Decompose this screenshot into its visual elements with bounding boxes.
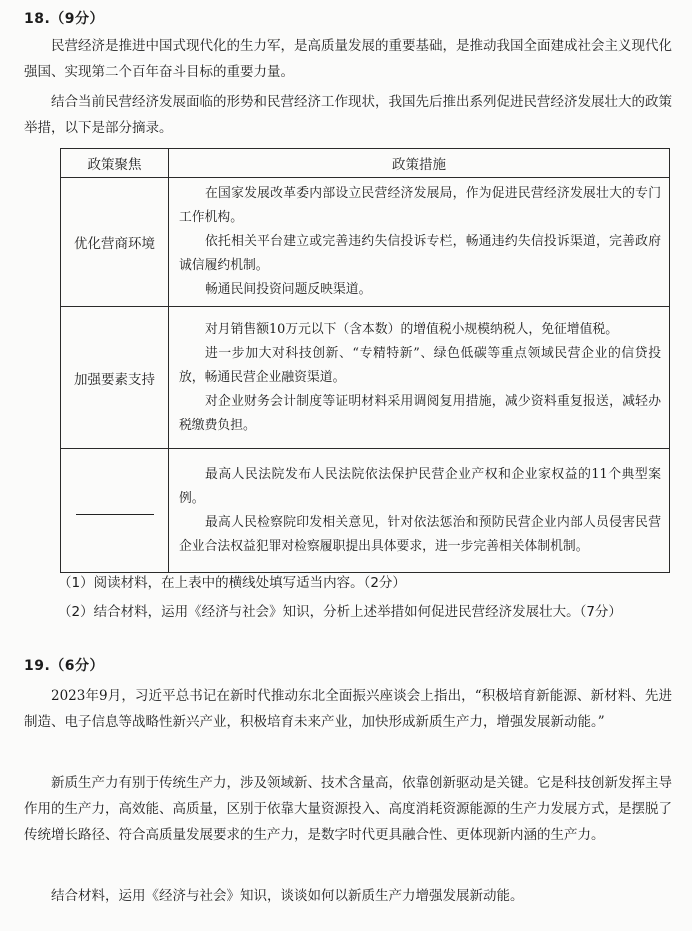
q19-paragraph-3: 结合材料，运用《经济与社会》知识，谈谈如何以新质生产力增强发展新动能。	[51, 888, 524, 904]
q18-subquestion-1: （1）阅读材料，在上表中的横线处填写适当内容。（2分）	[58, 575, 406, 591]
measure-item: 最高人民检察院印发相关意见，针对依法惩治和预防民营企业内部人员侵害民营企业合法权益犯罪对检察履职提出具体要求，进一步完善相关体制机制。	[179, 514, 661, 554]
measure-item: 依托相关平台建立或完善违约失信投诉专栏，畅通违约失信投诉渠道，完善政府诚信履约机制。	[179, 234, 661, 273]
focus-cell-blank	[61, 449, 169, 573]
q18-paragraph-2: 结合当前民营经济发展面临的形势和民营经济工作现状，我国先后推出系列促进民营经济发展壮大的政策举措，以下是部分摘录。	[24, 94, 672, 136]
focus-cell-factor-support: 加强要素支持	[61, 307, 169, 449]
measure-item: 对月销售额10万元以下（含本数）的增值税小规模纳税人，免征增值税。	[205, 321, 618, 337]
measure-item: 最高人民法院发布人民法院依法保护民营企业产权和企业家权益的11个典型案例。	[179, 466, 661, 506]
measure-item: 在国家发展改革委内部设立民营经济发展局，作为促进民营经济发展壮大的专门工作机构。	[179, 186, 661, 225]
question-18-heading: 18.（9分）	[24, 11, 105, 27]
fill-in-blank-line[interactable]	[76, 504, 154, 515]
q18-paragraph-1: 民营经济是推进中国式现代化的生力军，是高质量发展的重要基础，是推动我国全面建成社会主义现代化强国、实现第二个百年奋斗目标的重要力量。	[24, 38, 672, 80]
table-row	[61, 307, 670, 449]
table-header-row	[61, 149, 670, 178]
measures-cell	[169, 449, 670, 573]
measures-cell	[169, 178, 670, 307]
q18-subquestion-2: （2）结合材料，运用《经济与社会》知识，分析上述举措如何促进民营经济发展壮大。（7分）	[58, 604, 622, 620]
q19-paragraph-2: 新质生产力有别于传统生产力，涉及领域新、技术含量高，依靠创新驱动是关键。它是科技创新发挥主导作用的生产力，高效能、高质量，区别于依靠大量资源投入、高度消耗资源能源的生产力发展方式，是摆脱了传统增长路径、符合高质量发展要求的生产力，是数字时代更具融合性、更体现新内涵的生产力。	[24, 775, 672, 843]
table-row	[61, 449, 670, 573]
focus-cell-business-environment: 优化营商环境	[61, 178, 169, 307]
measures-cell	[169, 307, 670, 449]
header-policy-measures: 政策措施	[169, 149, 670, 178]
measure-item: 进一步加大对科技创新、“专精特新”、绿色低碳等重点领域民营企业的信贷投放，畅通民营企业融资渠道。	[179, 345, 661, 385]
table-row	[61, 178, 670, 307]
header-policy-focus: 政策聚焦	[61, 149, 169, 178]
q19-paragraph-1: 2023年9月，习近平总书记在新时代推动东北全面振兴座谈会上指出，“积极培育新能源、新材料、先进制造、电子信息等战略性新兴产业，积极培育未来产业，加快形成新质生产力，增强发展新动能。”	[24, 688, 672, 730]
measure-item: 对企业财务会计制度等证明材料采用调阅复用措施，减少资料重复报送，减轻办税缴费负担。	[179, 393, 661, 433]
policy-table	[60, 148, 670, 573]
question-19-heading: 19.（6分）	[24, 658, 105, 674]
measure-item: 畅通民间投资问题反映渠道。	[205, 282, 372, 297]
